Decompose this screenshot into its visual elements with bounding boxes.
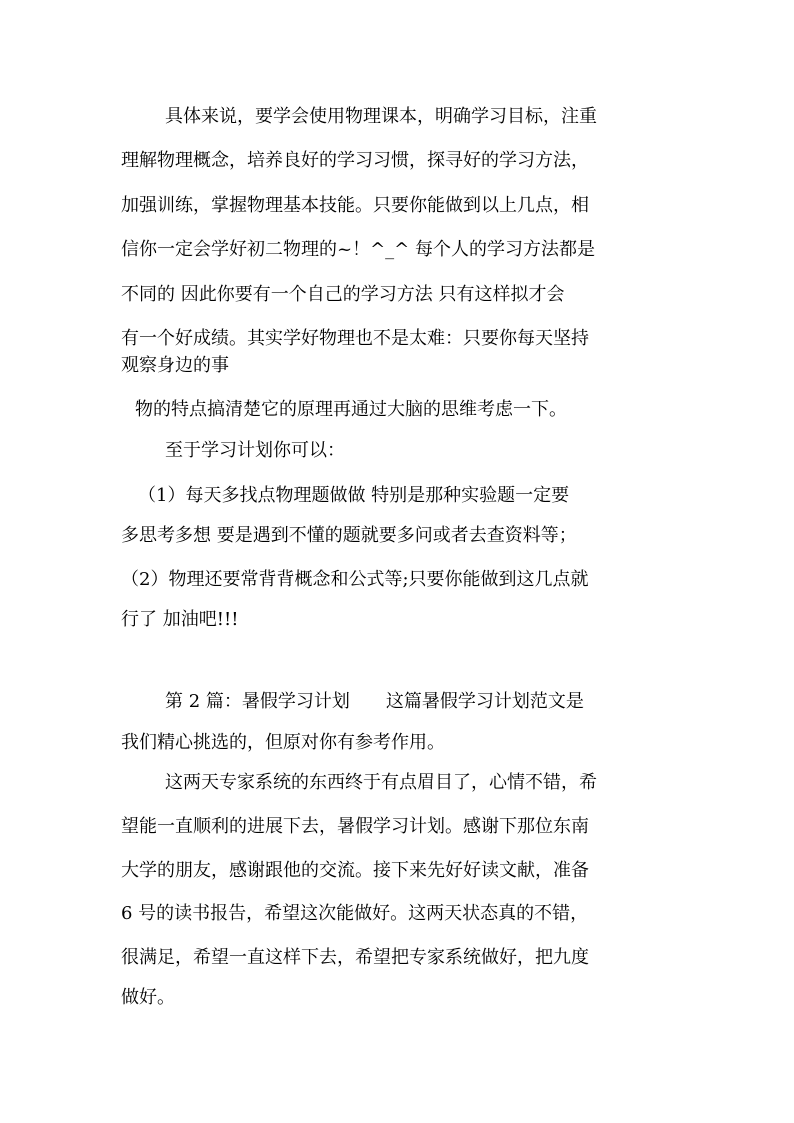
text-line: 信你一定会学好初二物理的~！^_^ 每个人的学习方法都是 [121,239,595,260]
text-line: 做好。 [121,987,175,1008]
text-line: （2）物理还要常背背概念和公式等;只要你能做到这几点就 [121,569,589,590]
text-line: 很满足，希望一直这样下去，希望把专家系统做好，把九度 [121,947,589,968]
text-line: 理解物理概念，培养良好的学习习惯，探寻好的学习方法， [121,150,589,171]
text-line: 至于学习计划你可以： [165,440,345,461]
text-line: 行了 加油吧!!! [121,609,239,630]
text-line: 具体来说，要学会使用物理课本，明确学习目标，注重 [165,106,597,127]
text-line: （1）每天多找点物理题做做 特别是那种实验题一定要 [138,485,570,506]
text-line: 加强训练，掌握物理基本技能。只要你能做到以上几点，相 [121,195,589,216]
text-line: 有一个好成绩。其实学好物理也不是太难：只要你每天坚持 [121,328,589,349]
text-line: 第 2 篇：暑假学习计划 这篇暑假学习计划范文是 [165,691,584,712]
text-line: 物的特点搞清楚它的原理再通过大脑的思维考虑一下。 [135,399,567,420]
text-line: 多思考多想 要是遇到不懂的题就要多问或者去查资料等； [121,525,577,546]
text-line: 观察身边的事 [121,355,229,376]
text-line: 不同的 因此你要有一个自己的学习方法 只有这样拟才会 [121,284,565,305]
text-line: 6 号的读书报告，希望这次能做好。这两天状态真的不错， [121,903,589,924]
text-line: 大学的朋友，感谢跟他的交流。接下来先好好读文献，准备 [121,860,589,881]
text-line: 我们精心挑选的，但原对你有参考作用。 [121,732,445,753]
text-line: 望能一直顺利的进展下去，暑假学习计划。感谢下那位东南 [121,816,589,837]
text-line: 这两天专家系统的东西终于有点眉目了，心情不错，希 [165,772,597,793]
